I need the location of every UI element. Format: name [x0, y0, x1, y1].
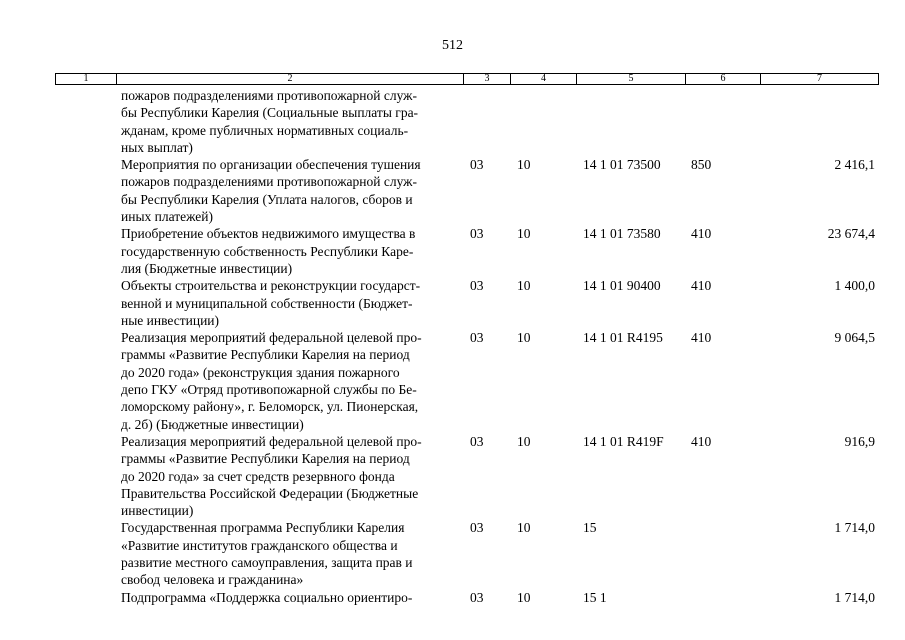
row-description — [121, 519, 461, 588]
description-line: Подпрограмма «Поддержка социально ориентиро- — [121, 589, 413, 605]
subsection-code: 10 — [517, 278, 531, 294]
target-article-code: 14 1 01 R419F — [583, 433, 664, 449]
description-line: венной и муниципальной собственности (Бюджет- — [121, 295, 413, 311]
expense-type-code: 410 — [691, 433, 712, 449]
amount: 916,9 — [844, 433, 875, 449]
section-code: 03 — [470, 278, 484, 294]
description-line: пожаров подразделениями противопожарной служ- — [121, 174, 417, 190]
target-article-code: 14 1 01 90400 — [583, 278, 661, 294]
amount: 1 400,0 — [834, 278, 875, 294]
target-article-code: 14 1 01 R4195 — [583, 330, 663, 346]
section-code: 03 — [470, 520, 484, 536]
description-line: Правительства Российской Федерации (Бюджетные — [121, 485, 419, 501]
table-row — [0, 519, 905, 588]
description-line: граммы «Развитие Республики Карелия на период — [121, 347, 410, 363]
table-row — [0, 277, 905, 329]
budget-rows — [0, 87, 905, 606]
table-row — [0, 433, 905, 520]
description-line: ные инвестиции) — [121, 312, 220, 328]
description-line: д. 2б) (Бюджетные инвестиции) — [121, 416, 304, 432]
expense-type-code: 410 — [691, 278, 712, 294]
description-line: государственную собственность Республики Каре- — [121, 243, 414, 259]
row-description — [121, 329, 461, 433]
section-code: 03 — [470, 226, 484, 242]
description-line: Реализация мероприятий федеральной целевой про- — [121, 433, 422, 449]
column-header-1: 1 — [56, 74, 117, 85]
description-line: бы Республики Карелия (Социальные выплаты гра- — [121, 105, 419, 121]
amount: 1 714,0 — [834, 589, 875, 605]
description-line: Реализация мероприятий федеральной целевой про- — [121, 330, 422, 346]
table-row — [0, 225, 905, 277]
description-line: Государственная программа Республики Карелия — [121, 520, 405, 536]
description-line: граммы «Развитие Республики Карелия на период — [121, 451, 410, 467]
subsection-code: 10 — [517, 157, 531, 173]
table-row — [0, 156, 905, 225]
description-line: жданам, кроме публичных нормативных социаль- — [121, 122, 409, 138]
description-line: депо ГКУ «Отряд противопожарной службы по Бе- — [121, 382, 417, 398]
description-line: Объекты строительства и реконструкции государст- — [121, 278, 421, 294]
column-header-2: 2 — [117, 74, 464, 85]
description-line: свобод человека и гражданина» — [121, 572, 304, 588]
description-line: иных платежей) — [121, 209, 214, 225]
row-description — [121, 156, 461, 225]
description-line: Приобретение объектов недвижимого имущества в — [121, 226, 416, 242]
description-line: до 2020 года» за счет средств резервного фонда — [121, 468, 395, 484]
subsection-code: 10 — [517, 226, 531, 242]
table-row — [0, 589, 905, 606]
column-header-7: 7 — [761, 74, 879, 85]
target-article-code: 15 1 — [583, 589, 607, 605]
description-line: пожаров подразделениями противопожарной служ- — [121, 88, 417, 103]
description-line: развитие местного самоуправления, защита прав и — [121, 555, 413, 571]
subsection-code: 10 — [517, 589, 531, 605]
subsection-code: 10 — [517, 433, 531, 449]
expense-type-code: 410 — [691, 330, 712, 346]
row-description — [121, 433, 461, 519]
target-article-code: 14 1 01 73500 — [583, 157, 661, 173]
column-header-4: 4 — [511, 74, 577, 85]
section-code: 03 — [470, 330, 484, 346]
column-header-3: 3 — [464, 74, 511, 85]
description-line: ных выплат) — [121, 139, 193, 155]
amount: 23 674,4 — [827, 226, 875, 242]
description-line: Мероприятия по организации обеспечения тушения — [121, 157, 421, 173]
target-article-code: 15 — [583, 520, 597, 536]
column-header-table — [55, 73, 879, 85]
amount: 1 714,0 — [834, 520, 875, 536]
target-article-code: 14 1 01 73580 — [583, 226, 661, 242]
description-line: лия (Бюджетные инвестиции) — [121, 260, 293, 276]
section-code: 03 — [470, 433, 484, 449]
description-line: «Развитие институтов гражданского общества и — [121, 537, 398, 553]
row-description — [121, 589, 461, 606]
description-line: до 2020 года» (реконструкция здания пожарного — [121, 364, 400, 380]
amount: 9 064,5 — [834, 330, 875, 346]
page-number: 512 — [442, 38, 463, 53]
subsection-code: 10 — [517, 330, 531, 346]
row-description — [121, 87, 461, 156]
subsection-code: 10 — [517, 520, 531, 536]
description-line: ломорскому району», г. Беломорск, ул. Пионерская, — [121, 399, 419, 415]
table-row — [0, 329, 905, 433]
table-row — [0, 87, 905, 156]
column-header-5: 5 — [577, 74, 686, 85]
section-code: 03 — [470, 157, 484, 173]
row-description — [121, 277, 461, 329]
expense-type-code: 410 — [691, 226, 712, 242]
section-code: 03 — [470, 589, 484, 605]
row-description — [121, 225, 461, 277]
description-line: бы Республики Карелия (Уплата налогов, сборов и — [121, 191, 413, 207]
expense-type-code: 850 — [691, 157, 712, 173]
column-header-6: 6 — [686, 74, 761, 85]
amount: 2 416,1 — [834, 157, 875, 173]
description-line: инвестиции) — [121, 503, 194, 519]
